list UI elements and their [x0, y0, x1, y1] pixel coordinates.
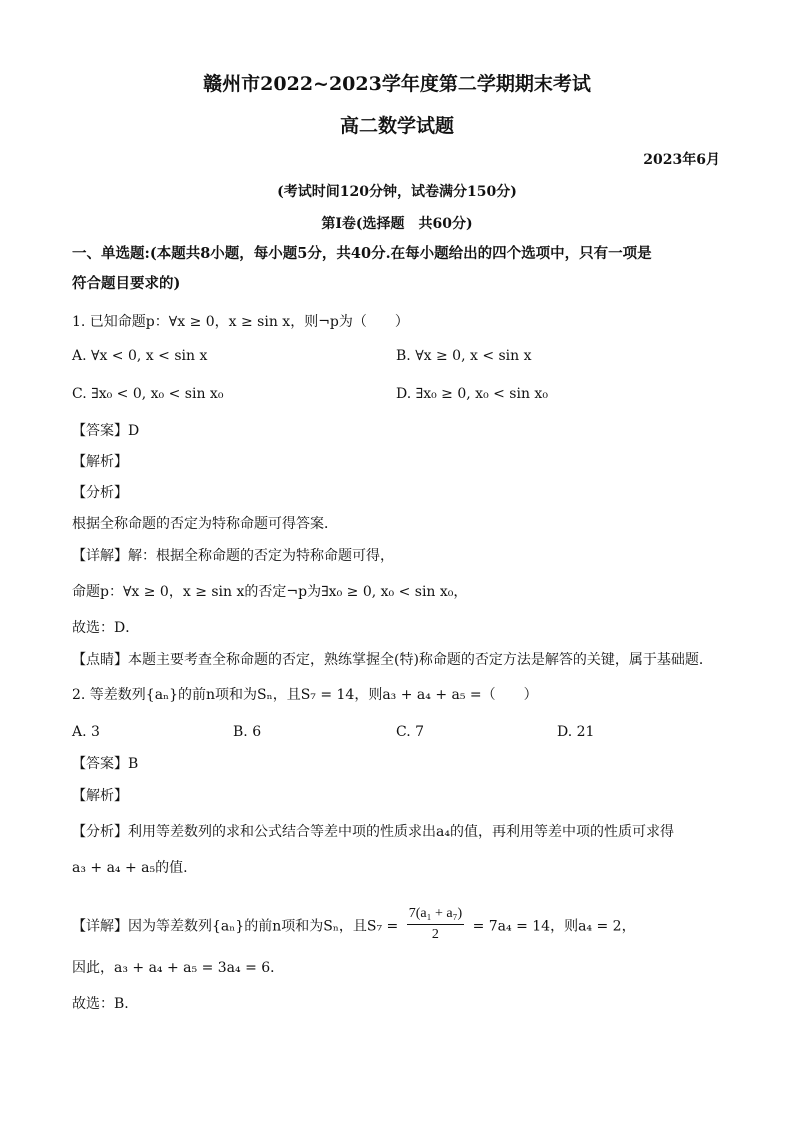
q2-stem: 2. 等差数列{aₙ}的前n项和为Sₙ，且S₇ = 14，则a₃ + a₄ + a₅ =（ ） — [72, 687, 538, 703]
q1-option-d: D. ∃x₀ ≥ 0, x₀ < sin x₀ — [396, 386, 548, 402]
q1-fenxi-tag: 【分析】 — [72, 485, 128, 501]
q1-choice: 故选：D． — [72, 620, 140, 636]
q2-fraction-numerator: 7(a₁ + a₇) — [407, 904, 464, 925]
exam-subtitle: 高二数学试题 — [339, 115, 454, 137]
q1-analysis-tag: 【解析】 — [72, 454, 128, 470]
q2-answer: 【答案】B — [72, 756, 139, 772]
q2-option-c: C. 7 — [396, 724, 425, 740]
exam-info: (考试时间120分钟，试卷满分150分) — [277, 184, 517, 200]
q1-stem: 1. 已知命题p：∀x ≥ 0，x ≥ sin x，则¬p为（ ） — [72, 314, 409, 330]
q2-detail — [72, 906, 636, 947]
q1-option-a: A. ∀x < 0, x < sin x — [72, 348, 208, 364]
q1-option-c: C. ∃x₀ < 0, x₀ < sin x₀ — [72, 386, 224, 402]
exam-date: 2023年6月 — [643, 152, 720, 168]
q2-therefore: 因此，a₃ + a₄ + a₅ = 3a₄ = 6． — [72, 960, 285, 976]
q1-option-b: B. ∀x ≥ 0, x < sin x — [396, 348, 532, 364]
section-heading-line2: 符合题目要求的) — [72, 275, 181, 292]
q2-fenxi-line1: 【分析】利用等差数列的求和公式结合等差中项的性质求出a₄的值，再利用等差中项的性质可求得 — [72, 824, 674, 840]
q1-comment: 【点睛】本题主要考查全称命题的否定，熟练掌握全(特)称命题的否定方法是解答的关键，属于基础题． — [72, 652, 713, 668]
exam-title: 赣州市2022~2023学年度第二学期期末考试 — [203, 73, 591, 95]
q1-detail-2: 命题p：∀x ≥ 0，x ≥ sin x的否定¬p为∃x₀ ≥ 0, x₀ < sin x₀， — [72, 584, 468, 600]
q1-detail: 【详解】解：根据全称命题的否定为特称命题可得， — [72, 548, 394, 564]
q1-fenxi-text: 根据全称命题的否定为特称命题可得答案． — [72, 516, 338, 532]
q2-choice: 故选：B. — [72, 996, 129, 1012]
q2-option-b: B. 6 — [233, 724, 262, 740]
q2-fraction-denominator: 2 — [431, 927, 439, 942]
q1-answer: 【答案】D — [72, 423, 140, 439]
q2-analysis-tag: 【解析】 — [72, 788, 128, 804]
q2-detail-prefix: 【详解】因为等差数列{aₙ}的前n项和为Sₙ，且S₇ = — [72, 918, 399, 935]
q2-fenxi-line2: a₃ + a₄ + a₅的值. — [72, 860, 188, 876]
q2-option-a: A. 3 — [72, 724, 100, 740]
section-heading-line1: 一、单选题:(本题共8小题，每小题5分，共40分.在每小题给出的四个选项中，只有一项是 — [72, 245, 652, 262]
part-title: 第Ⅰ卷(选择题 共60分) — [321, 216, 473, 232]
q2-detail-suffix: = 7a₄ = 14，则a₄ = 2， — [472, 918, 636, 935]
q2-sum-fraction — [407, 904, 464, 945]
q2-option-d: D. 21 — [557, 724, 595, 740]
